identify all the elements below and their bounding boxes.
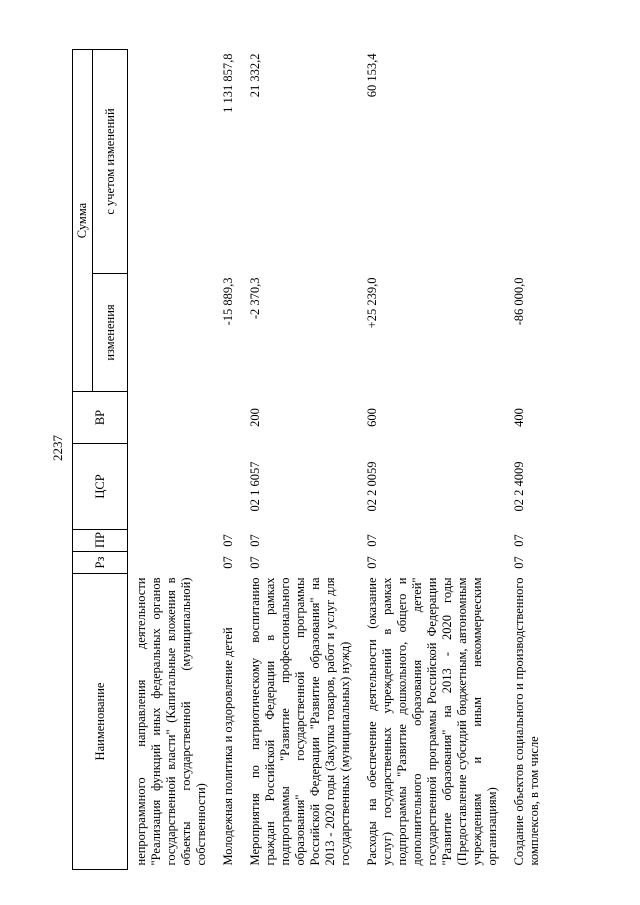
row-rz (128, 552, 216, 574)
budget-table (72, 49, 548, 870)
row-total (128, 50, 216, 274)
row-change (128, 274, 216, 392)
row-vr: 600 (365, 408, 379, 427)
row-total: 21 332,2 (248, 53, 262, 98)
row-name: Мероприятия по патриотическому воспитанию граждан Российской Федерации в рамках подпрограммы "Развитие профессионального образования" государственной программы Российской Федерации "Развитие образования" на 2013 - 2020 годы (Закупка товаров, работ и услуг для государственных (муниципальных) нужд) (248, 577, 352, 866)
row-name: Создание объектов социального и производственного комплексов, в том числе (512, 577, 541, 866)
row-csr: 02 1 6057 (248, 461, 262, 512)
row-change: -2 370,3 (248, 277, 262, 320)
row-total: 1 131 857,8 (221, 53, 235, 113)
header-total: с учетом изменений (93, 50, 128, 274)
row-total: 60 153,4 (365, 53, 379, 98)
row-rz: 07 (512, 556, 526, 569)
header-pr: ПР (73, 530, 128, 552)
row-change: -86 000,0 (512, 277, 526, 326)
row-pr: 07 (221, 534, 235, 547)
table-row (359, 50, 506, 870)
row-name: Молодежная политика и оздоровление детей (221, 627, 235, 866)
row-csr (128, 444, 216, 530)
row-pr: 07 (365, 534, 379, 547)
row-name: непрограммного направления деятельности "Реализация функций иных федеральных органов государственной власти" (Капитальные вложения в объекты государственной (муниципальной) собственности) (134, 577, 208, 866)
row-pr: 07 (512, 534, 526, 547)
row-rz: 07 (365, 556, 379, 569)
page-number: 2237 (50, 435, 65, 461)
header-csr: ЦСР (73, 444, 128, 530)
row-name: Расходы на обеспечение деятельности (оказание услуг) государственных учреждений в рамках подпрограммы "Развитие дошкольного, общего и дополнительного образования детей" государственной программы Российской Федерации "Развитие образования" на 2013 - 2020 годы (Предоставление субсидий бюджетным, автономным учреждениям и иным некоммерческим организациям) (365, 577, 499, 866)
row-rz: 07 (248, 556, 262, 569)
table-row (215, 50, 242, 870)
row-vr: 400 (512, 408, 526, 427)
row-vr: 200 (248, 408, 262, 427)
row-csr (215, 444, 242, 530)
row-vr (215, 392, 242, 444)
row-pr: 07 (248, 534, 262, 547)
table-row (506, 50, 548, 870)
header-rz: Рз (73, 552, 128, 574)
header-change: изменения (93, 274, 128, 392)
row-change: +25 239,0 (365, 277, 379, 329)
table-row (242, 50, 359, 870)
row-pr (128, 530, 216, 552)
row-rz: 07 (221, 556, 235, 569)
header-name: Наименование (73, 574, 128, 870)
row-csr: 02 2 4009 (512, 461, 526, 512)
row-change: -15 889,3 (221, 277, 235, 326)
row-vr (128, 392, 216, 444)
row-csr: 02 2 0059 (365, 461, 379, 512)
rotated-page-content (72, 30, 618, 870)
table-row (128, 50, 216, 870)
table-header (73, 50, 128, 870)
table-body (128, 50, 549, 870)
row-total (506, 50, 548, 274)
header-sum: Сумма (73, 50, 93, 392)
header-vr: ВР (73, 392, 128, 444)
